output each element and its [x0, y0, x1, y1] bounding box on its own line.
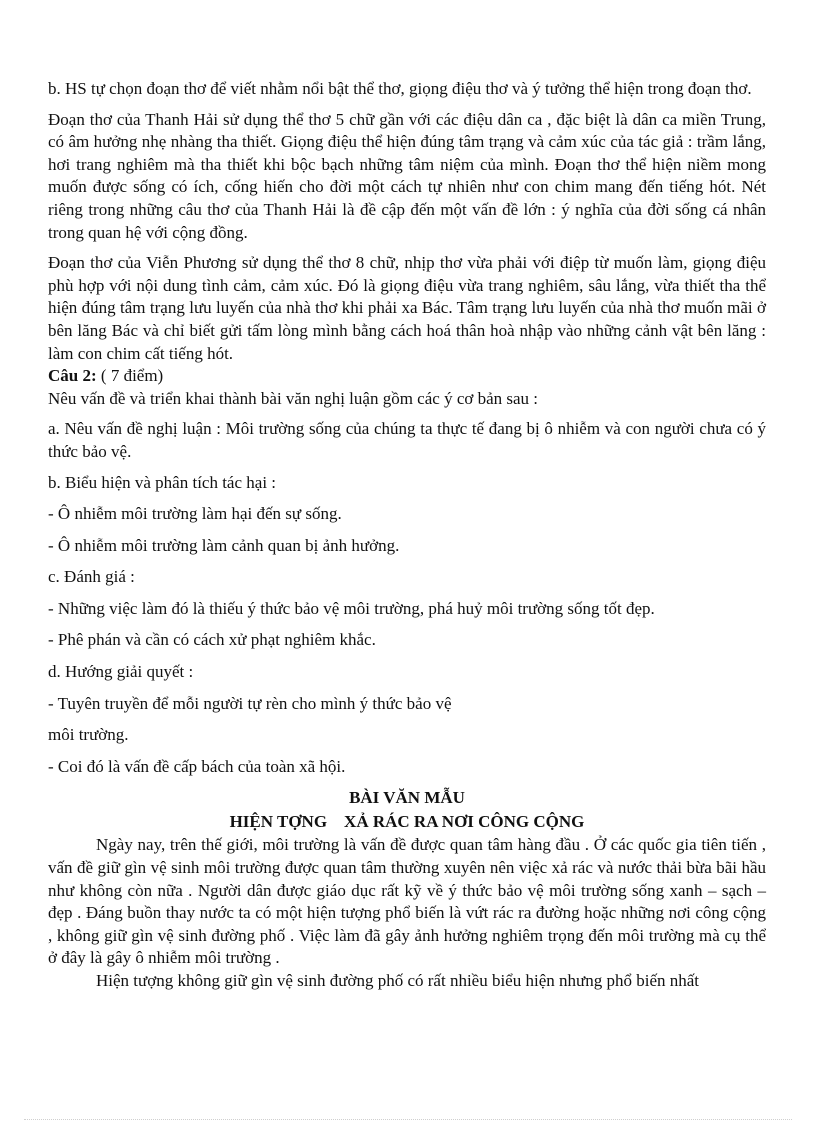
document-page — [48, 78, 766, 993]
cau2-d2: - Coi đó là vấn đề cấp bách của toàn xã hội. — [48, 756, 346, 776]
cau2-b1: - Ô nhiễm môi trường làm hại đến sự sống. — [48, 504, 342, 524]
essay-paragraph-1: Ngày nay, trên thế giới, môi trường là vấn đề được quan tâm hàng đầu . Ở các quốc gia tiên tiến , vấn đề giữ gìn vệ sinh môi trường được quan tâm thường xuyên nên việc xả rác và nước thải bừa bãi hầu như không còn nữa . Người dân được giáo dục rất kỹ về ý thức bảo vệ môi trường sống xanh – sạch – đẹp . Đáng buồn thay nước ta có một hiện tượng phổ biến là vứt rác ra đường hoặc những nơi công cộng , không giữ gìn vệ sinh đường phố . Việc làm đã gây ảnh hưởng nghiêm trọng đến môi trường mà cụ thể ở đây là gây ô nhiễm môi trường . — [48, 835, 766, 968]
cau2-d1a: - Tuyên truyền để mỗi người tự rèn cho mình ý thức bảo vệ — [48, 693, 452, 713]
cau2-intro: Nêu vấn đề và triển khai thành bài văn nghị luận gồm các ý cơ bản sau : — [48, 388, 539, 408]
cau2-label: Câu 2: — [48, 366, 97, 386]
cau2-a: a. Nêu vấn đề nghị luận : Môi trường sống của chúng ta thực tế đang bị ô nhiễm và con người chưa có ý thức bảo vệ. — [48, 419, 766, 461]
essay-subtitle: HIỆN TỢNG XẢ RÁC RA NƠI CÔNG CỘNG — [229, 812, 585, 832]
vien-phuong-paragraph: Đoạn thơ của Viễn Phương sử dụng thể thơ 8 chữ, nhịp thơ vừa phải với điệp từ muốn làm, giọng điệu phù hợp với nội dung tình cảm, cảm xúc. Đó là giọng điệu vừa trang nghiêm, sâu lắng, vừa thiết tha thể hiện đúng tâm trạng lưu luyến của nhà thơ khi phải xa Bác. Tâm trạng lưu luyến của nhà thơ muốn mãi ở bên lăng Bác và chỉ biết gửi tấm lòng mình bằng cách hoá thân hoà nhập vào những cảnh vật bên lăng : làm con chim cất tiếng hót. — [48, 253, 766, 363]
cau2-heading — [48, 365, 766, 388]
cau2-c1: - Những việc làm đó là thiếu ý thức bảo vệ môi trường, phá huỷ môi trường sống tốt đẹp. — [48, 598, 655, 618]
cau2-c: c. Đánh giá : — [48, 567, 135, 587]
cau2-c2: - Phê phán và cần có cách xử phạt nghiêm khắc. — [48, 630, 376, 650]
cau2-points: ( 7 điểm) — [96, 366, 164, 386]
cau2-b2: - Ô nhiễm môi trường làm cảnh quan bị ảnh hưởng. — [48, 535, 400, 555]
thanh-hai-paragraph: Đoạn thơ của Thanh Hải sử dụng thể thơ 5 chữ gần với các điệu dân ca , đặc biệt là dân ca miền Trung, có âm hưởng nhẹ nhàng tha thiết. Giọng điệu thể hiện đúng tâm trạng và cảm xúc của tác giả : trầm lắng, hơi trang nghiêm mà tha thiết khi bộc bạch những tâm niệm của mình. Đoạn thơ thể hiện niềm mong muốn được sống có ích, cống hiến cho đời một cách tự nhiên như con chim mang đến tiếng hót. Nét riêng trong những câu thơ của Thanh Hải là đề cập đến một vấn đề lớn : ý nghĩa của đời sống cá nhân trong quan hệ với cộng đồng. — [48, 109, 766, 242]
cau2-d1b: môi trường. — [48, 725, 129, 745]
essay-paragraph-2: Hiện tượng không giữ gìn vệ sinh đường phố có rất nhiều biểu hiện nhưng phổ biến nhất — [96, 971, 700, 990]
page-bottom-divider — [24, 1119, 792, 1120]
cau2-b: b. Biểu hiện và phân tích tác hại : — [48, 472, 277, 492]
cau1b-intro: b. HS tự chọn đoạn thơ để viết nhằm nổi bật thể thơ, giọng điệu thơ và ý tưởng thể hiện trong đoạn thơ. — [48, 79, 752, 98]
essay-title: BÀI VĂN MẪU — [349, 788, 465, 808]
cau2-d: d. Hướng giải quyết : — [48, 662, 194, 682]
